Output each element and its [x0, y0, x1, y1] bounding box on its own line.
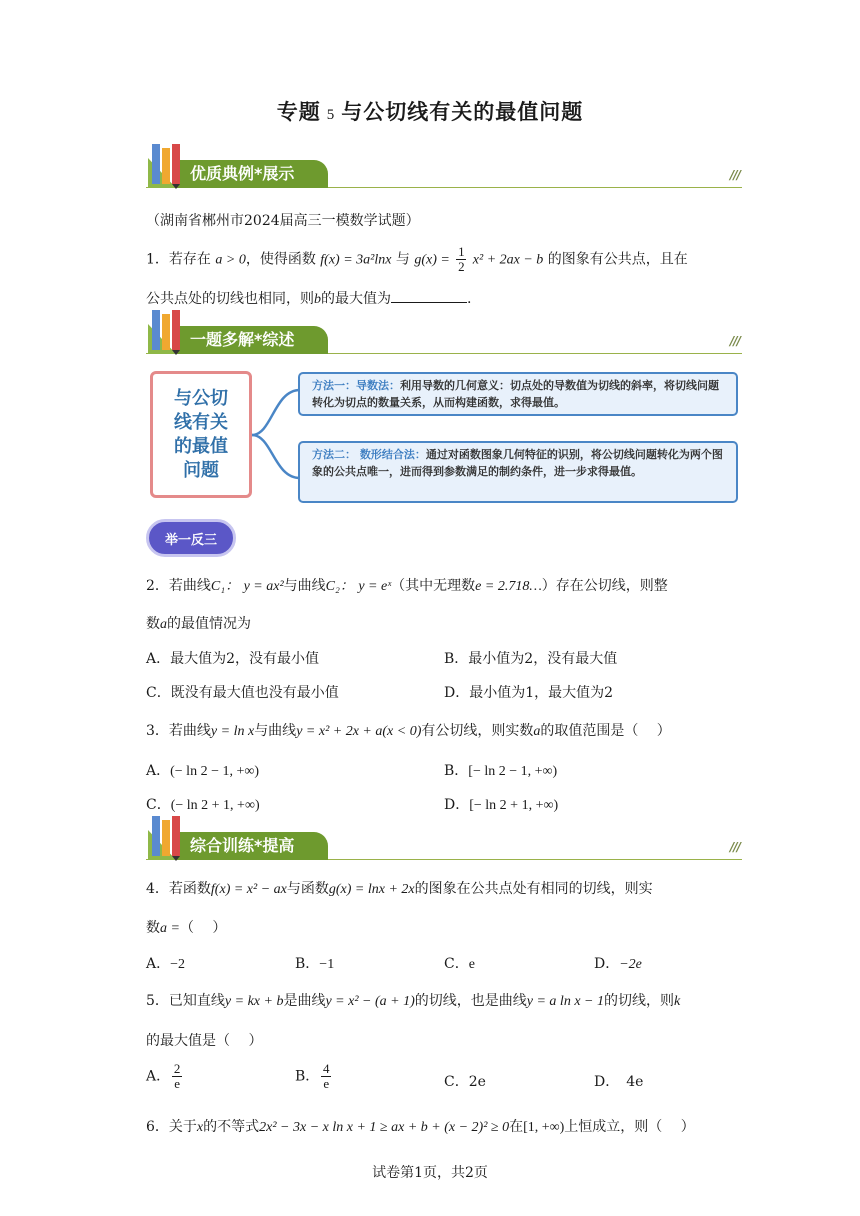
q4-option-c[interactable]: C．e: [444, 956, 475, 972]
q2-option-c[interactable]: C．既没有最大值也没有最小值: [146, 685, 339, 701]
title-prefix: 专题: [276, 100, 321, 124]
q3-option-c[interactable]: C．(− ln 2 + 1, +∞): [146, 797, 260, 813]
section-slashes: ///: [729, 168, 740, 182]
page-title: [0, 96, 860, 126]
question-2-line-1: 2．若曲线C₁： y = ax²与曲线C₂： y = eˣ（其中无理数e = 2.718…）存在公切线，则整: [146, 578, 668, 594]
method-two-box: 方法二： 数形结合法：通过对函数图象几何特征的识别，将公切线问题转化为两个图象的公共点唯一，进而得到参数满足的制约条件，进一步求得最值。: [298, 441, 738, 503]
q4-option-d[interactable]: D．−2e: [594, 956, 642, 972]
fraction-one-half: $\frac{1}{2}$: [458, 244, 465, 274]
q2-option-d[interactable]: D．最小值为1，最大值为2: [444, 685, 614, 701]
q5-option-c[interactable]: C．2e: [444, 1074, 486, 1090]
q2-option-a[interactable]: A．最大值为2，没有最小值: [146, 651, 320, 667]
section-header-examples: [146, 140, 742, 190]
method-one-box: 方法一：导数法：利用导数的几何意义：切点处的导数值为切线的斜率，将切线问题转化为切点的数量关系，从而构建函数，求得最值。: [298, 372, 738, 416]
mindmap-connector: [250, 380, 302, 490]
ruler-pencil-icon: [146, 308, 190, 356]
q3-option-a[interactable]: A．(− ln 2 − 1, +∞): [146, 763, 260, 779]
practice-pill: 举一反三: [146, 519, 236, 557]
q5-option-d[interactable]: D． 4e: [594, 1074, 644, 1090]
section-header-training: 综合训练*提高 ///: [146, 812, 742, 862]
page-footer: 试卷第1页，共2页: [372, 1165, 488, 1181]
q4-option-b[interactable]: B．−1: [295, 956, 335, 972]
title-number: 5: [326, 107, 336, 123]
mindmap-center: 与公切线有关的最值问题: [150, 371, 252, 498]
question-6-line-1: 6．关于x的不等式2x² − 3x − x ln x + 1 ≥ ax + b + (x − 2)² ≥ 0在[1, +∞)上恒成立，则（ ）: [146, 1119, 695, 1135]
question-5-line-1: 5．已知直线y = kx + b是曲线y = x² − (a + 1)的切线，也是曲线y = a ln x − 1的切线，则k: [146, 993, 681, 1009]
q5-option-b[interactable]: B． $\frac{4}{e}$: [295, 1061, 330, 1091]
q3-option-d[interactable]: D．[− ln 2 + 1, +∞): [444, 797, 559, 813]
q3-option-b[interactable]: B．[− ln 2 − 1, +∞): [444, 763, 558, 779]
question-1-line-2: 公共点处的切线也相同，则b的最大值为 .: [146, 291, 472, 307]
ruler-pencil-icon: [146, 814, 190, 862]
question-2-line-2: 数a的最值情况为: [146, 616, 251, 632]
q5-option-a[interactable]: A． $\frac{2}{e}$: [146, 1061, 181, 1091]
question-4-line-1: 4．若函数f(x) = x² − ax与函数g(x) = lnx + 2x的图象在公共点处有相同的切线，则实: [146, 881, 653, 897]
ruler-pencil-icon: [146, 142, 190, 190]
question-3-line-1: 3．若曲线y = ln x与曲线y = x² + 2x + a(x < 0)有公切线，则实数a的取值范围是（ ）: [146, 723, 671, 739]
question-1-line-1: 1．若存在 a > 0，使得函数 f(x) = 3a²lnx 与 g(x) = $\frac{1}{2}$ x² + 2ax − b 的图象有公共点，且在: [146, 244, 688, 274]
question-4-line-2: 数a =（ ）: [146, 920, 227, 936]
question-source: （湖南省郴州市2024届高三一模数学试题）: [146, 213, 420, 229]
answer-blank[interactable]: [391, 289, 467, 303]
section-tab: 优质典例*展示: [176, 160, 328, 188]
question-5-line-2: 的最大值是（ ）: [146, 1033, 263, 1049]
q4-option-a[interactable]: A．−2: [146, 956, 186, 972]
section-header-methods: 一题多解*综述 ///: [146, 306, 742, 356]
title-text: 与公切线有关的最值问题: [341, 100, 584, 124]
q2-option-b[interactable]: B．最小值为2，没有最大值: [444, 651, 618, 667]
